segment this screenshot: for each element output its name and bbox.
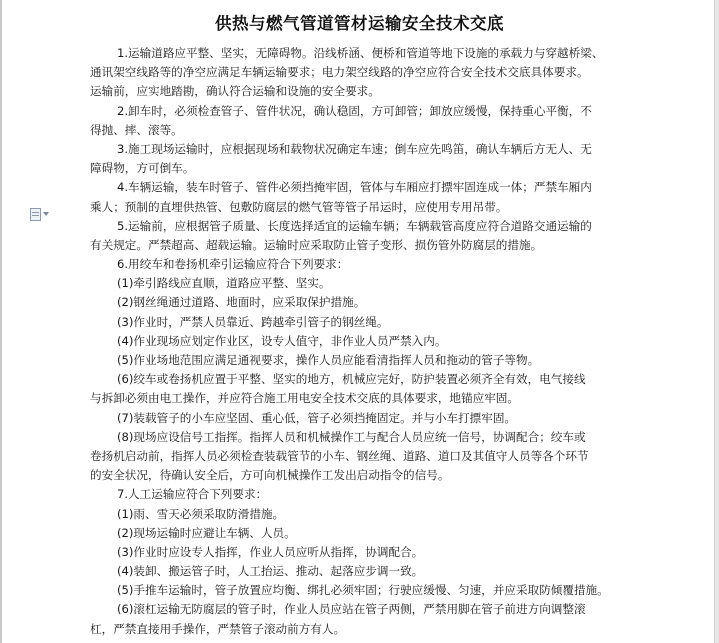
document-line: 运输前，应实地踏勘，确认符合运输和设施的安全要求。: [90, 84, 380, 99]
document-line: 2.卸车时，必须检查管子、管件状况，确认稳固，方可卸管；卸放应缓慢，保持重心平衡，不: [117, 103, 592, 118]
document-line: 通讯架空线路等的净空应满足车辆运输要求；电力架空线路的净空应符合安全技术交底具体要求。: [90, 65, 589, 80]
document-line: 有关规定。严禁超高、超载运输。运输时应采取防止管子变形、损伤管外防腐层的措施。: [90, 237, 543, 252]
document-line: (6)绞车或卷扬机应置于平整、坚实的地方，机械应完好，防护装置必须齐全有效，电气接线: [117, 372, 586, 387]
document-line: (2)现场运输时应避让车辆、人员。: [117, 525, 296, 540]
document-line: 6.用绞车和卷扬机牵引运输应符合下列要求：: [117, 257, 349, 272]
paragraph-menu-icon[interactable]: [30, 207, 52, 221]
document-line: 障碍物，方可倒车。: [90, 161, 195, 176]
document-line: (5)手推车运输时，管子放置应均衡、绑扎必须牢固；行驶应缓慢、匀速，并应采取防倾覆措施。: [117, 583, 609, 598]
document-line: 5.运输前，应根据管子质量、长度选择适宜的运输车辆；车辆载管高度应符合道路交通运输的: [117, 218, 592, 233]
document-icon: [30, 208, 41, 221]
document-line: 乘人；预制的直埋供热管、包敷防腐层的燃气管等管子吊运时，应使用专用吊带。: [90, 199, 508, 214]
document-line: 3.施工现场运输时，应根据现场和载物状况确定车速；倒车应先鸣笛，确认车辆后方无人、无: [117, 141, 592, 156]
document-line: 与拆卸必须由电工操作，并应符合施工用电安全技术交底的具体要求，地锚应牢固。: [90, 391, 519, 406]
document-line: (2)钢丝绳通过道路、地面时，应采取保护措施。: [117, 295, 366, 310]
document-line: (4)作业现场应划定作业区，设专人值守，非作业人员严禁入内。: [117, 333, 447, 348]
document-line: (3)作业时应设专人指挥，作业人员应听从指挥，协调配合。: [117, 544, 424, 559]
document-line: 得抛、摔、滚等。: [90, 122, 183, 137]
document-body: [90, 44, 630, 639]
document-line: (5)作业场地范围应满足通视要求，操作人员应能看清指挥人员和拖动的管子等物。: [117, 353, 540, 367]
scrollbar-track[interactable]: [714, 0, 719, 643]
document-title: 供热与燃气管道管材运输安全技术交底: [215, 14, 504, 33]
caret-down-icon: [43, 212, 49, 216]
document-line: (6)滚杠运输无防腐层的管子时，作业人员应站在管子两侧，严禁用脚在管子前进方向调整滚: [117, 602, 586, 617]
document-line: (7)装载管子的小车应坚固、重心低，管子必须挡掩固定。并与小车打摽牢固。: [117, 410, 517, 425]
document-line: 1.运输道路应平整、坚实，无障碍物。沿线桥涵、便桥和管道等地下设施的承载力与穿越桥梁、: [117, 46, 604, 60]
document-line: (1)雨、雪天必须采取防滑措施。: [117, 506, 285, 521]
document-line: 7.人工运输应符合下列要求：: [117, 487, 268, 502]
document-line: (8)现场应设信号工指挥。指挥人员和机械操作工与配合人员应统一信号，协调配合；绞车或: [117, 429, 586, 444]
document-line: 的安全状况，待确认安全后，方可向机械操作工发出启动指令的信号。: [90, 468, 450, 483]
document-line: 杠，严禁直接用手操作，严禁管子滚动前方有人。: [90, 621, 346, 636]
document-line: (1)牵引路线应直顺，道路应平整、坚实。: [117, 276, 331, 291]
document-line: (4)装卸、搬运管子时，人工抬运、推动、起落应步调一致。: [117, 564, 424, 579]
document-line: (3)作业时，严禁人员靠近、跨越牵引管子的钢丝绳。: [117, 314, 389, 329]
page-left-edge: [0, 0, 2, 643]
document-line: 卷扬机启动前，指挥人员必须检查装载管节的小车、钢丝绳、道路、道口及其值守人员等各个环节: [90, 448, 589, 463]
document-line: 4.车辆运输，装车时管子、管件必须挡掩牢固，管体与车厢应打摽牢固连成一体；严禁车厢内: [117, 180, 592, 195]
